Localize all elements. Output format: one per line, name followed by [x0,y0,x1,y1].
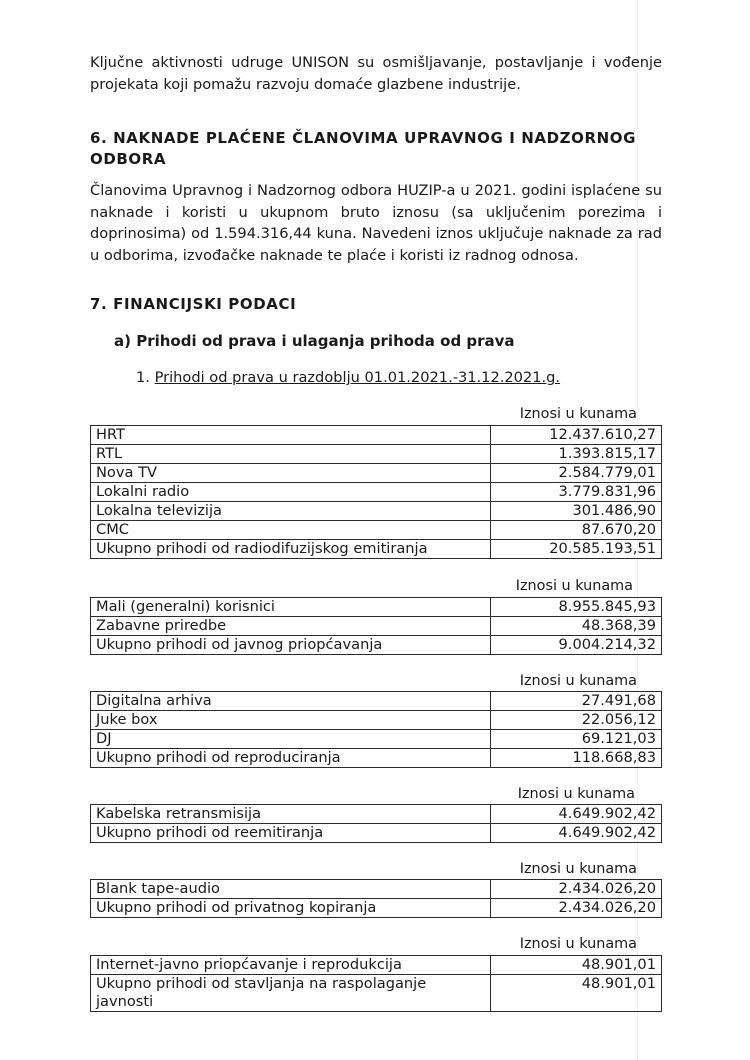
row-label: CMC [91,521,491,540]
amount-label: Iznosi u kunama [519,406,637,422]
section-7-heading: 7. FINANCIJSKI PODACI [90,295,297,313]
income-table-public-communication [90,597,662,655]
row-label: RTL [91,445,491,464]
section-6-paragraph: Članovima Upravnog i Nadzornog odbora HUZIP-a u 2021. godini isplaćene su naknade i koristi u ukupnom bruto iznosu (sa uključenim porezima i doprinosima) od 1.594.316,44 kuna. Navedeni iznos uključuje naknade za rad u odborima, izvođačke naknade te plaće i koristi iz radnog odnosa. [90,182,662,264]
row-value: 118.668,83 [491,749,662,768]
income-table-making-available [90,955,662,1012]
row-value: 2.584.779,01 [491,464,662,483]
list-item-1 [136,369,560,386]
income-table-broadcasting [90,425,662,559]
row-value: 20.585.193,51 [491,540,662,559]
table-row [91,711,662,730]
row-value: 301.486,90 [491,502,662,521]
table-row [91,749,662,768]
table-row [91,899,662,918]
row-label: Lokalna televizija [91,502,491,521]
income-table-private-copying [90,879,662,918]
row-label: Lokalni radio [91,483,491,502]
income-table-retransmission [90,804,662,843]
row-label: DJ [91,730,491,749]
table-row [91,956,662,975]
table-row [91,540,662,559]
row-value: 48.368,39 [491,617,662,636]
table-row [91,464,662,483]
row-label: Ukupno prihodi od stavljanja na raspolaganje javnosti [91,975,491,1012]
row-value: 27.491,68 [491,692,662,711]
section-7a-subheading: a) Prihodi od prava i ulaganja prihoda od prava [114,332,515,350]
row-label: Ukupno prihodi od reproduciranja [91,749,491,768]
list-item-title: Prihodi od prava u razdoblju 01.01.2021.-31.12.2021.g. [154,369,561,386]
row-label: HRT [91,426,491,445]
table-row [91,445,662,464]
row-label: Kabelska retransmisija [91,805,491,824]
row-label: Zabavne priredbe [91,617,491,636]
row-value: 69.121,03 [491,730,662,749]
row-label: Juke box [91,711,491,730]
table-row [91,975,662,1012]
table-row [91,730,662,749]
row-label: Mali (generalni) korisnici [91,598,491,617]
row-value: 48.901,01 [491,975,662,1012]
row-value: 48.901,01 [491,956,662,975]
row-value: 4.649.902,42 [491,805,662,824]
row-value: 12.437.610,27 [491,426,662,445]
amount-label: Iznosi u kunama [519,673,637,689]
table-row [91,636,662,655]
row-value: 3.779.831,96 [491,483,662,502]
row-value: 4.649.902,42 [491,824,662,843]
table-row [91,598,662,617]
row-label: Ukupno prihodi od javnog priopćavanja [91,636,491,655]
row-label: Nova TV [91,464,491,483]
row-value: 87.670,20 [491,521,662,540]
table-row [91,692,662,711]
section-6-heading: 6. NAKNADE PLAĆENE ČLANOVIMA UPRAVNOG I NADZORNOG ODBORA [90,129,637,168]
amount-label: Iznosi u kunama [517,786,635,802]
row-label: Ukupno prihodi od reemitiranja [91,824,491,843]
row-label: Ukupno prihodi od radiodifuzijskog emitiranja [91,540,491,559]
intro-paragraph: Ključne aktivnosti udruge UNISON su osmišljavanje, postavljanje i vođenje projekata koji pomažu razvoju domaće glazbene industrije. [90,54,662,93]
income-table-reproduction [90,691,662,768]
row-value: 8.955.845,93 [491,598,662,617]
row-value: 1.393.815,17 [491,445,662,464]
table-row [91,617,662,636]
table-row [91,521,662,540]
table-row [91,426,662,445]
row-value: 9.004.214,32 [491,636,662,655]
amount-label: Iznosi u kunama [519,861,637,877]
table-row [91,880,662,899]
table-row [91,483,662,502]
row-value: 22.056,12 [491,711,662,730]
row-label: Ukupno prihodi od privatnog kopiranja [91,899,491,918]
list-item-number: 1. [136,369,150,386]
row-value: 2.434.026,20 [491,899,662,918]
table-row [91,805,662,824]
row-label: Blank tape-audio [91,880,491,899]
amount-label: Iznosi u kunama [515,578,633,594]
row-label: Internet-javno priopćavanje i reprodukcija [91,956,491,975]
row-label: Digitalna arhiva [91,692,491,711]
table-row [91,502,662,521]
table-row [91,824,662,843]
amount-label: Iznosi u kunama [519,936,637,952]
row-value: 2.434.026,20 [491,880,662,899]
